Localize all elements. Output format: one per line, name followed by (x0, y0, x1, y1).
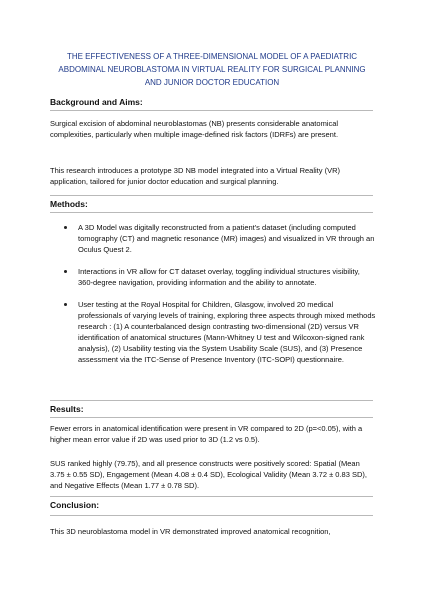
bullet-icon (64, 226, 67, 229)
results-paragraph: SUS ranked highly (79.75), and all presence constructs were positively scored: Spatial (Mean 3.75 ± 0.55 SD), Engagement (Mean 4.08 ± 0.4 SD), Ecological Validity (Mean 3.72 ± 0.83 SD), and Negative Effects (Mean 1.77 ± 0.78 SD). (50, 459, 367, 490)
methods-item-text: A 3D Model was digitally reconstructed from a patient's dataset (including computed tomography (CT) and magnetic resonance (MR) images) and visualized in VR through an Oculus Quest 2. (78, 223, 375, 254)
methods-list-item (64, 222, 376, 255)
background-paragraph: This research introduces a prototype 3D NB model integrated into a Virtual Reality (VR) application, tailored for junior doctor education and surgical planning. (50, 166, 340, 186)
conclusion-paragraph: This 3D neuroblastoma model in VR demonstrated improved anatomical recognition, (50, 527, 331, 536)
methods-heading: Methods: (50, 199, 88, 209)
methods-list (64, 222, 376, 365)
methods-item-text: Interactions in VR allow for CT dataset overlay, toggling individual structures visibility, 360-degree navigation, providing information and the ability to annotate. (78, 267, 360, 287)
results-top-divider (50, 400, 373, 401)
methods-list-item (64, 299, 376, 365)
methods-list-item (64, 266, 376, 288)
conclusion-divider (50, 515, 373, 516)
background-paragraph: Surgical excision of abdominal neuroblastomas (NB) presents considerable anatomical complexities, particularly when multiple image-defined risk factors (IDRFs) are present. (50, 119, 339, 139)
background-divider (50, 110, 373, 111)
background-heading: Background and Aims: (50, 97, 143, 107)
document-title: THE EFFECTIVENESS OF A THREE-DIMENSIONAL MODEL OF A PAEDIATRIC ABDOMINAL NEUROBLASTOMA IN VIRTUAL REALITY FOR SURGICAL PLANNING AND JUNIOR DOCTOR EDUCATION (58, 52, 366, 87)
results-divider (50, 417, 373, 418)
results-heading: Results: (50, 404, 84, 414)
bullet-icon (64, 270, 67, 273)
bullet-icon (64, 303, 67, 306)
methods-item-text: User testing at the Royal Hospital for Children, Glasgow, involved 20 medical professionals of varying levels of training, exploring three aspects through mixed methods research : (1) A counterbalanced design contrasting two-dimensional (2D) versus VR identification of anatomical structures (Mann-Whitney U test and Wilcoxon-signed rank analysis), (2) Usability testing via the System Usability Scale (SUS), and (3) Presence assessment via the ITC-Sense of Presence Inventory (ITC-SOPI) questionnaire. (78, 300, 376, 364)
methods-top-divider (50, 195, 373, 196)
methods-divider (50, 212, 373, 213)
list-spacer (64, 255, 376, 266)
conclusion-heading: Conclusion: (50, 500, 100, 510)
list-spacer (64, 288, 376, 299)
conclusion-top-divider (50, 496, 373, 497)
results-paragraph: Fewer errors in anatomical identification were present in VR compared to 2D (p=<0.05), with a higher mean error value if 2D was used prior to 3D (1.2 vs 0.5). (50, 424, 363, 444)
